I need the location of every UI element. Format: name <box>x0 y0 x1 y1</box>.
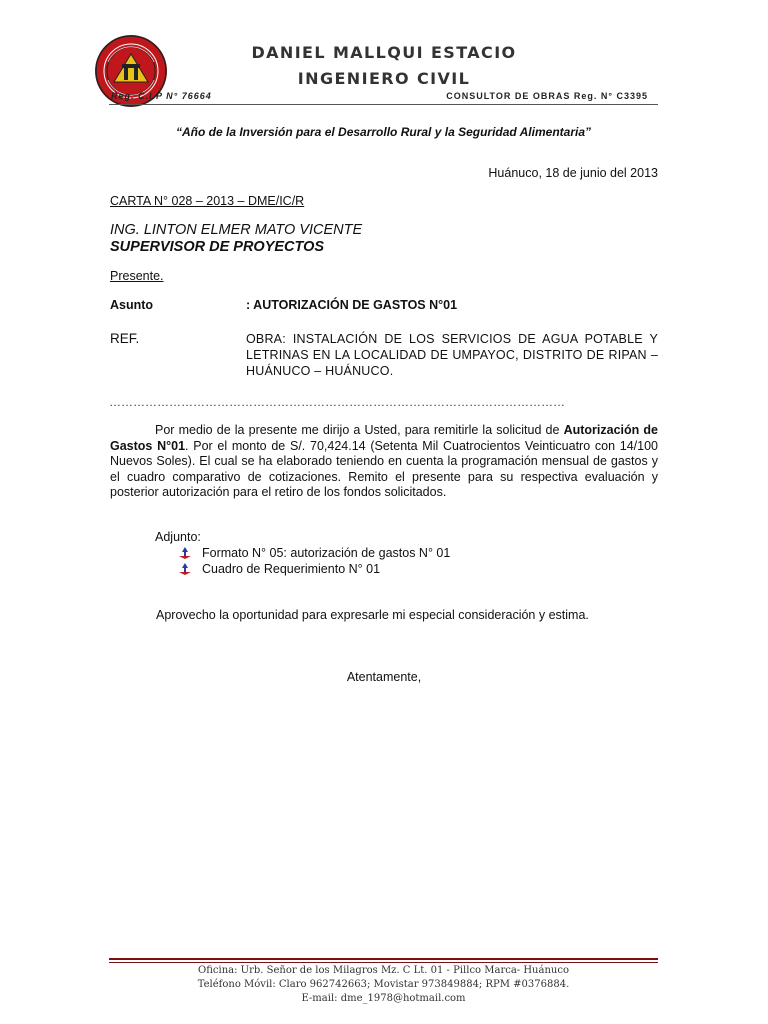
attachment-text: Formato N° 05: autorización de gastos N° 01 <box>202 546 451 560</box>
list-item <box>178 561 450 577</box>
body-text-part2: . Por el monto de S/. 70,424.14 (Setenta Mil Cuatrocientos Veinticuatro con 14/100 Nuevos Soles). El cual se ha elaborado teniendo en cuenta la programación mensual de gastos y el cuadro comparativo de cotizaciones. Remito el presente para su respectiva evaluación y posterior autorización para el retiro de los fondos solicitados. <box>110 438 659 499</box>
body-text-bold: Autorización de Gastos N°01 <box>110 423 658 453</box>
footer-address: Oficina: Urb. Señor de los Milagros Mz. C Lt. 01 - Pillco Marca- Huánuco <box>198 965 569 976</box>
author-title: INGENIERO CIVIL <box>297 69 471 88</box>
sign-off: Atentamente, <box>346 670 422 684</box>
body-paragraph <box>110 423 658 501</box>
recipient-role: SUPERVISOR DE PROYECTOS <box>110 239 325 255</box>
footer-phones: Teléfono Móvil: Claro 962742663; Movistar 973849884; RPM #0376884. <box>197 979 570 990</box>
author-name: DANIEL MALLQUI ESTACIO <box>251 43 517 62</box>
footer-rule-thin <box>109 962 658 963</box>
attachments-list <box>178 545 450 577</box>
salutation: Presente. <box>110 269 164 283</box>
letter-date: Huánuco, 18 de junio del 2013 <box>488 166 658 180</box>
reference-value: OBRA: INSTALACIÓN DE LOS SERVICIOS DE AGUA POTABLE Y LETRINAS EN LA LOCALIDAD DE UMPAYOC, DISTRITO DE RIPAN – HUÁNUCO – HUÁNUCO. <box>246 332 658 378</box>
subject-value: : AUTORIZACIÓN DE GASTOS N°01 <box>246 298 458 312</box>
consultor-registration: CONSULTOR DE OBRAS Reg. N° C3395 <box>446 91 648 101</box>
closing-sentence: Aprovecho la oportunidad para expresarle mi especial consideración y estima. <box>156 608 589 622</box>
year-motto: “Año de la Inversión para el Desarrollo Rural y la Seguridad Alimentaria” <box>175 125 591 139</box>
list-item <box>178 545 450 561</box>
cip-registration: Reg. C.I.P N° 76664 <box>111 91 212 101</box>
arrow-bullet-icon <box>178 547 192 559</box>
attachments-label: Adjunto: <box>155 530 201 544</box>
body-text-part1: Por medio de la presente me dirijo a Usted, para remitirle la solicitud de <box>155 423 564 437</box>
arrow-bullet-icon <box>178 563 192 575</box>
footer-email: E-mail: dme_1978@hotmail.com <box>301 993 466 1004</box>
header-rule <box>109 104 658 105</box>
recipient-name: ING. LINTON ELMER MATO VICENTE <box>110 222 363 238</box>
dotted-separator: …………………………………………………………………………………………………… <box>109 395 565 409</box>
letter-number: CARTA N° 028 – 2013 – DME/IC/R <box>110 194 305 208</box>
footer-rule <box>109 958 658 960</box>
subject-label: Asunto <box>110 298 154 312</box>
attachment-text: Cuadro de Requerimiento N° 01 <box>202 562 381 576</box>
reference-label: REF. <box>110 331 140 346</box>
